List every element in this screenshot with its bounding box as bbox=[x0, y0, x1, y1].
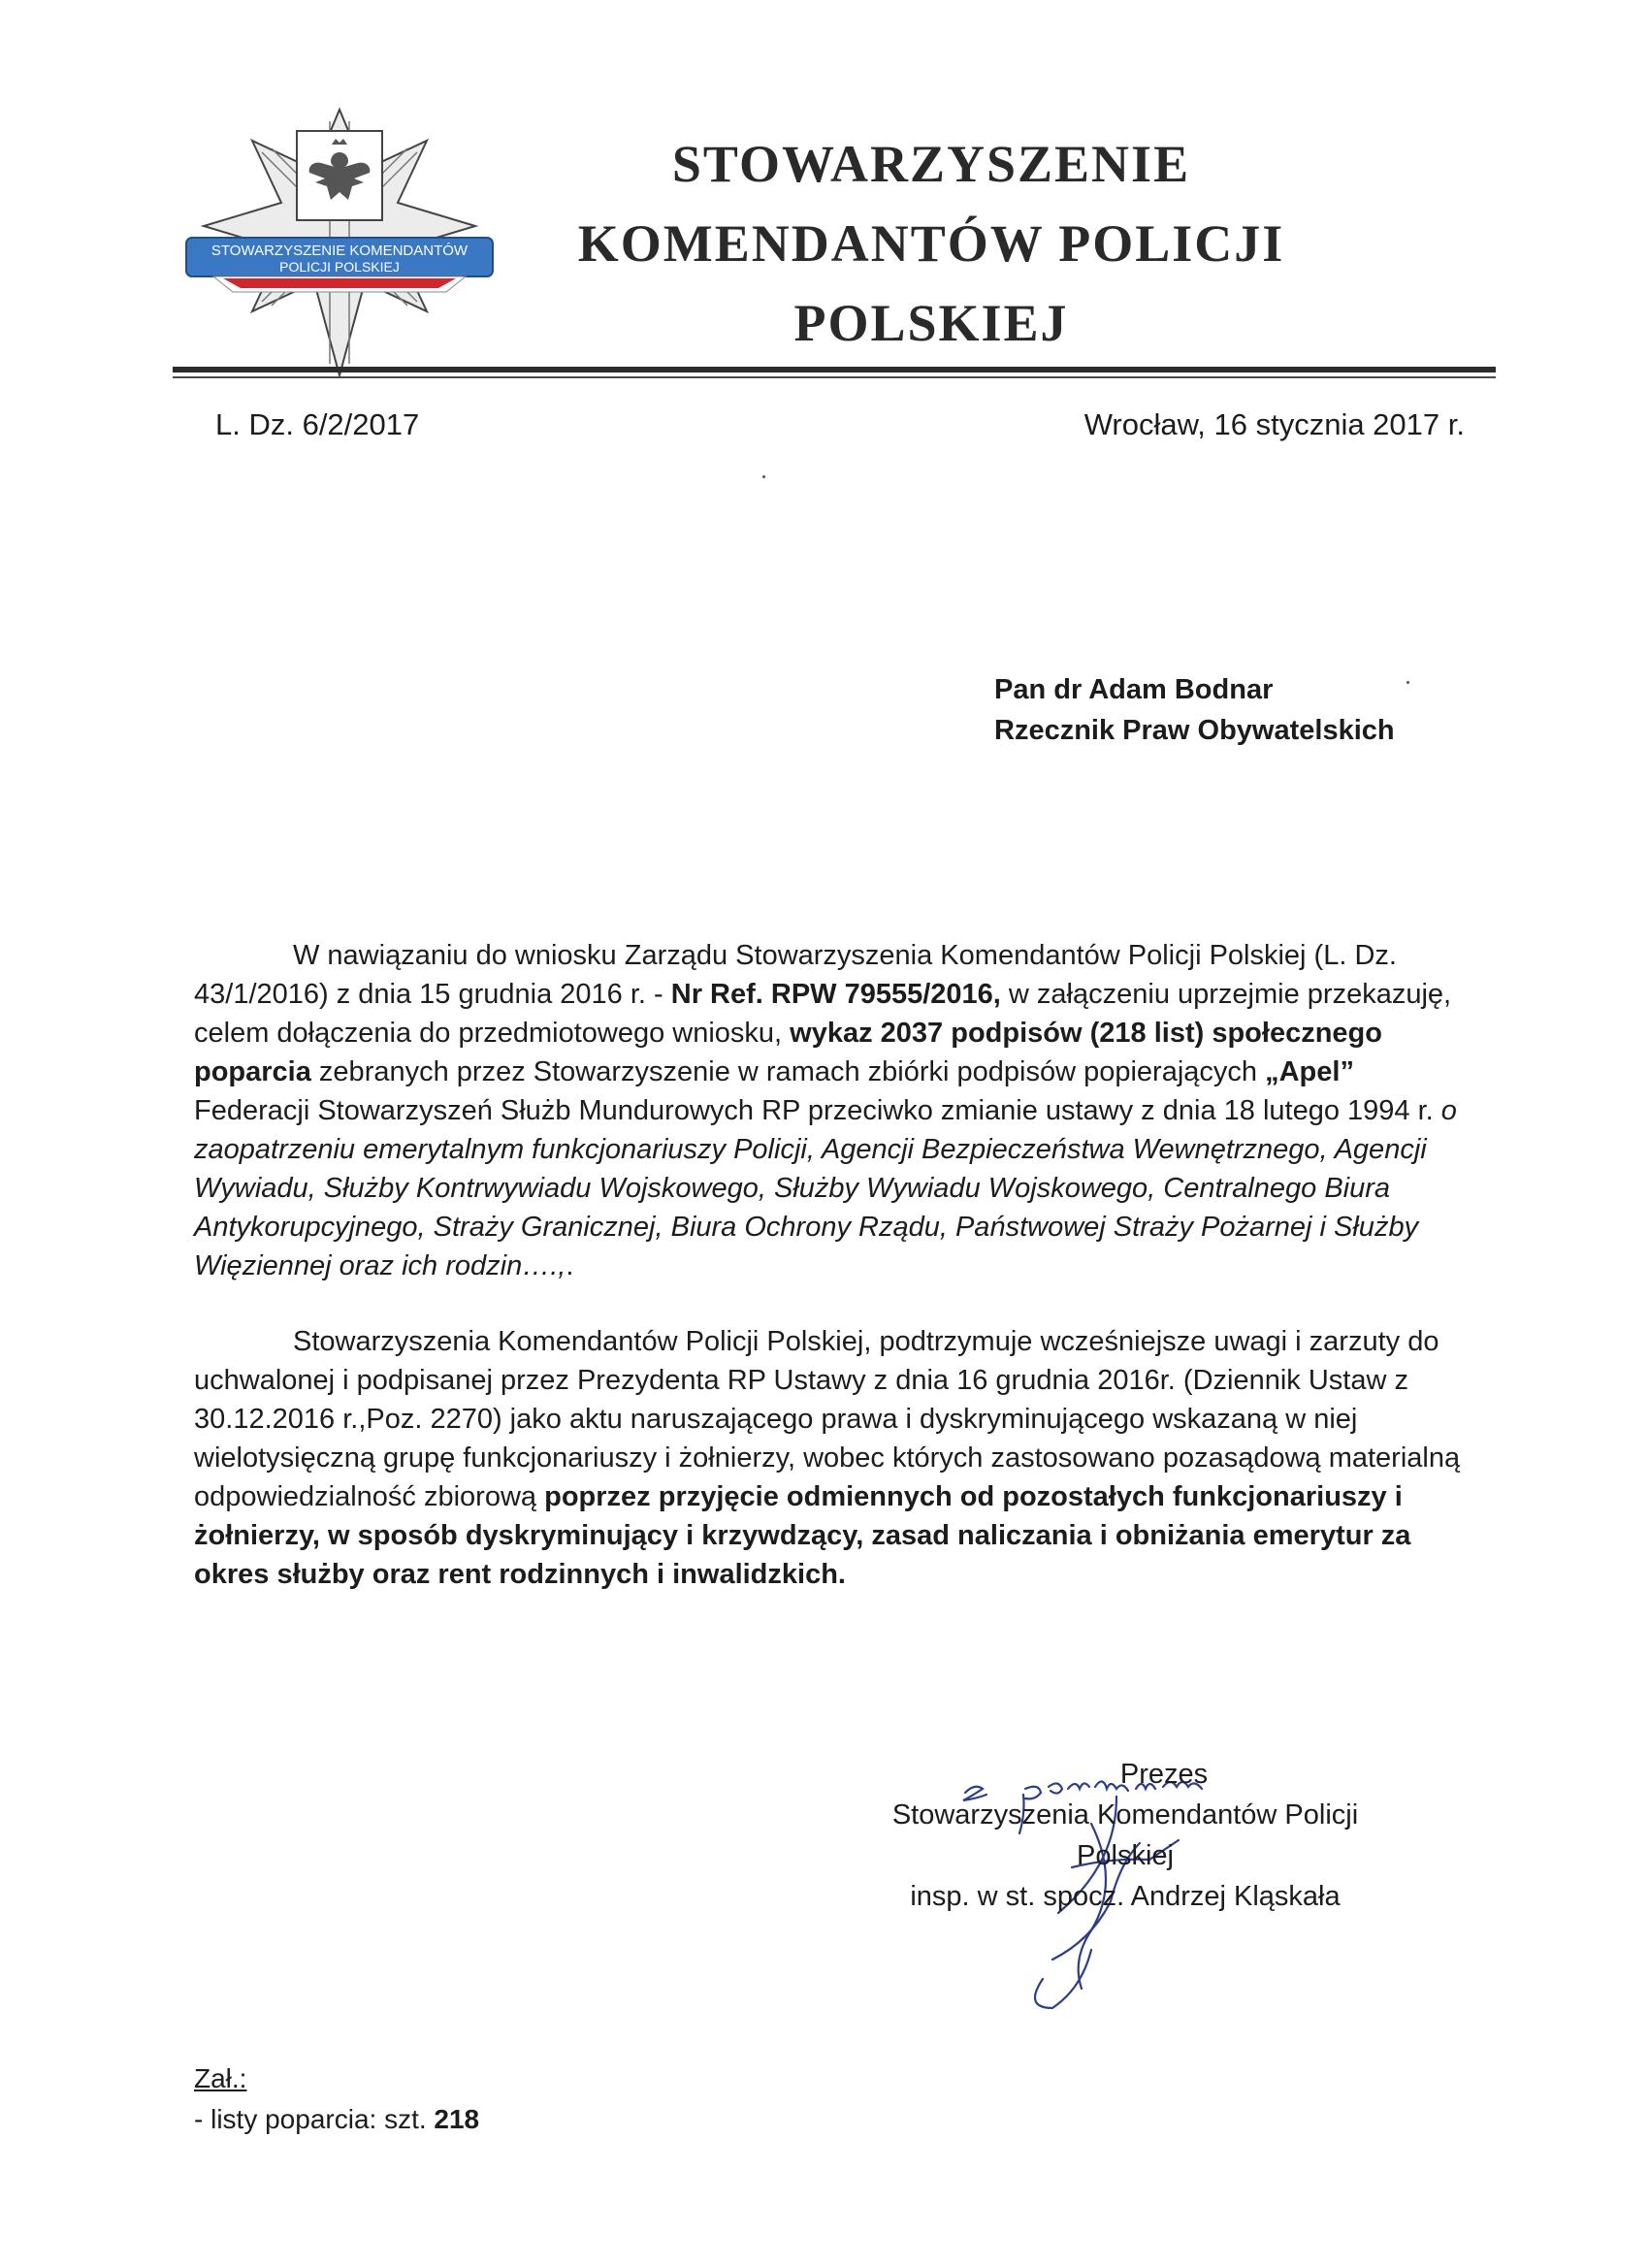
p1-run: Nr Ref. RPW 79555/2016, bbox=[670, 979, 1001, 1010]
signature-title: Prezes bbox=[1119, 1759, 1209, 1790]
header-rule bbox=[173, 367, 1496, 373]
signature-name: insp. w st. spocz. Andrzej Kląskała bbox=[910, 1881, 1341, 1912]
p1-run: W nawiązaniu do wniosku Zarządu Stowarzyszenia Komendantów Policji Polskiej (L. Dz. 43/1/2016) z dnia 15 grudnia 2016 r. - bbox=[194, 940, 1397, 1010]
scan-speck bbox=[762, 475, 765, 478]
attachment-item-count: 218 bbox=[434, 2104, 480, 2134]
title-line-3: POLSKIEJ bbox=[793, 294, 1069, 352]
title-line-2: KOMENDANTÓW POLICJI bbox=[577, 214, 1285, 273]
attachments-label: Zał.: bbox=[194, 2063, 247, 2093]
p1-run: „Apel” bbox=[1265, 1056, 1354, 1087]
p2-run: poprzez przyjęcie odmiennych od pozostałych funkcjonariuszy i żołnierzy, w sposób dyskryminujący i krzywdzący, zasad naliczania i obniżania emerytur za okres służby oraz rent rodzinnych i inwalidzkich. bbox=[194, 1481, 1411, 1590]
p1-run: . bbox=[566, 1250, 574, 1281]
organization-title bbox=[504, 124, 1358, 363]
signature-org-line2: Polskiej bbox=[1077, 1840, 1174, 1871]
p1-run: wykaz 2037 podpisów (218 list) społecznego poparcia bbox=[194, 1018, 1382, 1087]
p1-run: zebranych przez Stowarzyszenie w ramach zbiórki podpisów popierających bbox=[310, 1056, 1266, 1087]
document-reference: L. Dz. 6/2/2017 bbox=[215, 407, 420, 441]
addressee-title: Rzecznik Praw Obywatelskich bbox=[994, 715, 1395, 746]
p1-run: Federacji Stowarzyszeń Służb Mundurowych RP przeciwko zmianie ustawy z dnia 18 lutego 1994 r. bbox=[194, 1095, 1441, 1126]
scan-speck bbox=[1406, 681, 1409, 684]
logo-text-line2: POLICJI POLSKIEJ bbox=[279, 259, 400, 275]
signature-block bbox=[854, 1754, 1397, 1917]
header-rule-thin bbox=[173, 376, 1496, 378]
logo-text-line1: STOWARZYSZENIE KOMENDANTÓW bbox=[210, 243, 469, 259]
p1-run: o zaopatrzeniu emerytalnym funkcjonariuszy Policji, Agencji Bezpieczeństwa Wewnętrznego, Agencji Wywiadu, Służby Kontrwywiadu Wojskowego, Służby Wywiadu Wojskowego, Centralnego Biura Antykorupcyjnego, Straży Granicznej, Biura Ochrony Rządu, Państwowej Straży Pożarnej i Służby Więziennej oraz ich rodzin…., bbox=[194, 1095, 1457, 1281]
title-line-1: STOWARZYSZENIE bbox=[671, 135, 1191, 193]
attachment-item-text: - listy poparcia: szt. bbox=[194, 2104, 435, 2134]
p1-run: w załączeniu uprzejmie przekazuję, celem dołączenia do przedmiotowego wniosku, bbox=[194, 979, 1452, 1049]
place-and-date: Wrocław, 16 stycznia 2017 r. bbox=[1083, 407, 1465, 441]
signature-org-line1: Stowarzyszenia Komendantów Policji bbox=[891, 1799, 1359, 1831]
attachments-block bbox=[194, 2058, 479, 2140]
body-paragraph-2 bbox=[194, 1322, 1474, 1594]
attachment-item bbox=[194, 2099, 479, 2140]
p2-run: Stowarzyszenia Komendantów Policji Polskiej, podtrzymuje wcześniejsze uwagi i zarzuty do uchwalonej i podpisanej przez Prezydenta RP Ustawy z dnia 16 grudnia 2016r. (Dziennik Ustaw z 30.12.2016 r.,Poz. 2270) jako aktu naruszającego prawa i dyskryminującego wskazaną w niej wielotysięczną grupę funkcjonariuszy i żołnierzy, wobec których zastosowano pozasądową materialną odpowiedzialność zbiorową bbox=[194, 1326, 1461, 1512]
addressee-block bbox=[994, 669, 1395, 751]
addressee-name: Pan dr Adam Bodnar bbox=[994, 674, 1274, 705]
association-logo bbox=[184, 102, 495, 383]
body-paragraph-1 bbox=[194, 936, 1474, 1285]
